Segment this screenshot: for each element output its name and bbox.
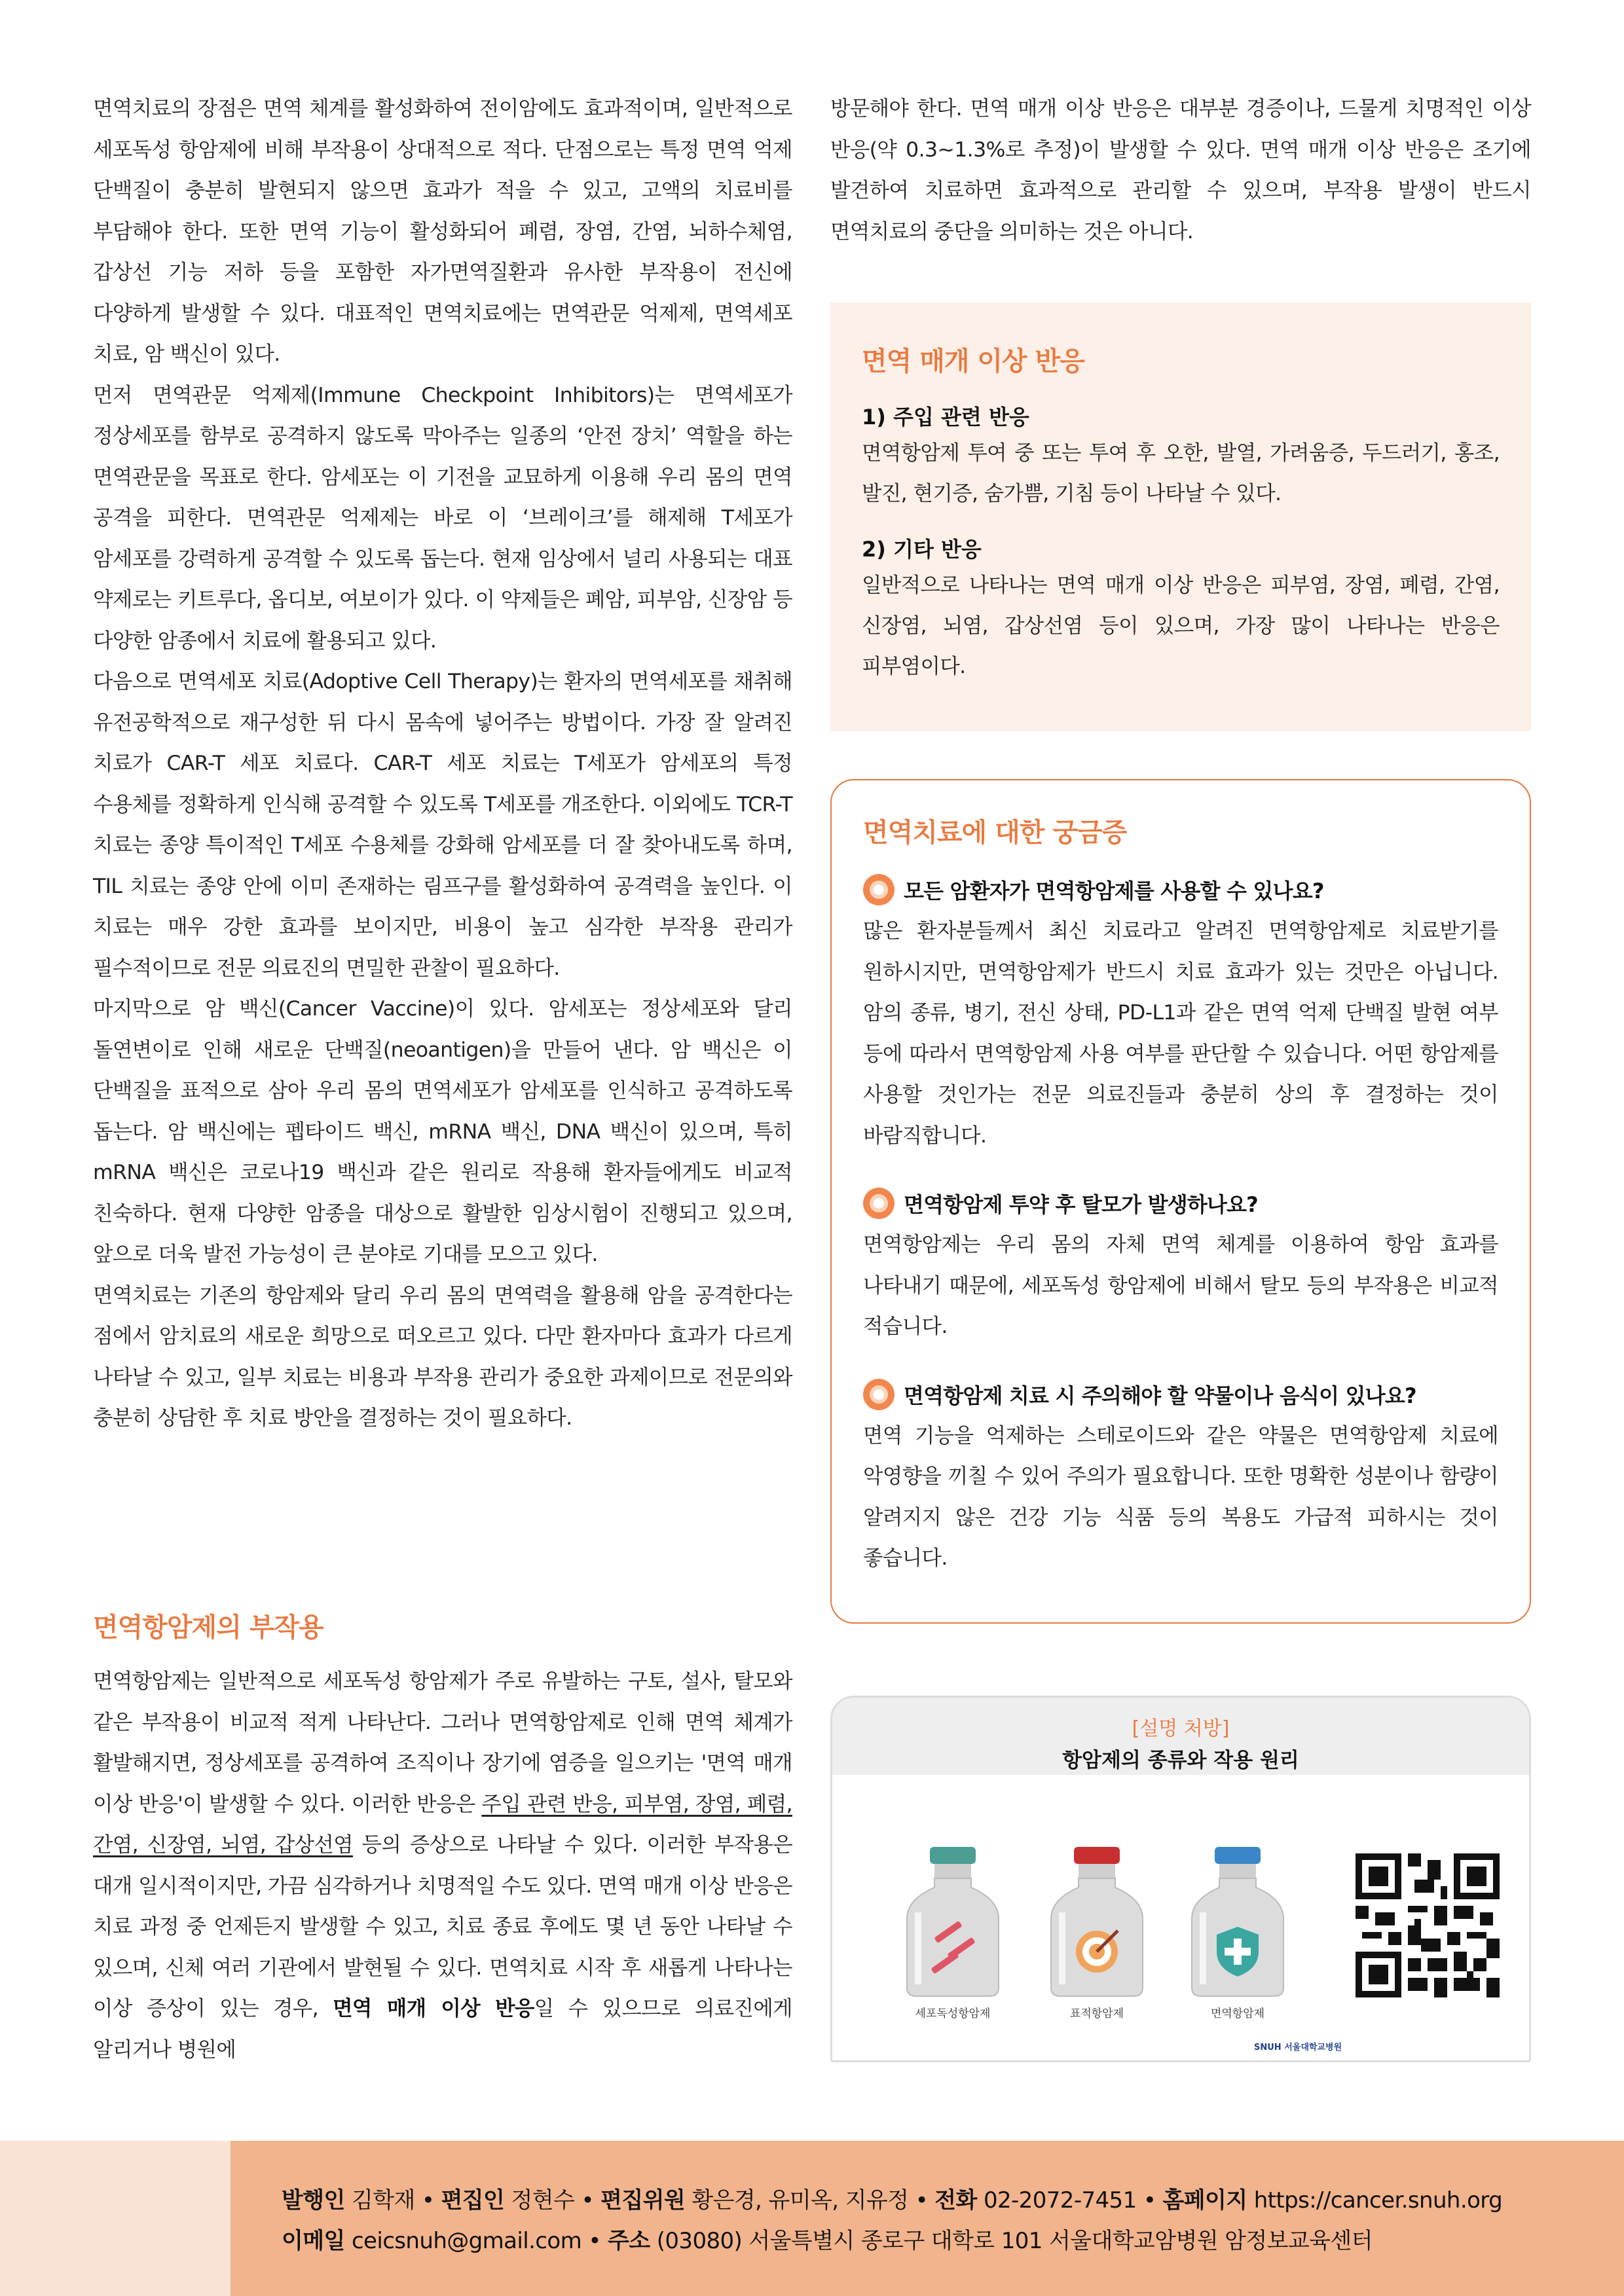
- address-label: 주소: [608, 2228, 650, 2254]
- right-column-continuation: [830, 88, 1531, 252]
- immune-vial-icon: [1185, 1847, 1290, 1997]
- email-label: 이메일: [282, 2228, 345, 2254]
- faq-answer-3: 면역 기능을 억제하는 스테로이드와 같은 약물은 면역항암제 치료에 악영향을 끼칠 수 있어 주의가 필요합니다. 또한 명확한 성분이나 함량이 알려지지 않은 건강 기능 식품 등의 복용도 가급적 피하시는 것이 좋습니다.: [863, 1423, 1498, 1570]
- phone-label: 전화: [934, 2187, 977, 2214]
- target-icon: [1076, 1931, 1118, 1973]
- committee: 황은경, 유미옥, 지유정: [692, 2187, 909, 2214]
- faq-question-text: 모든 암환자가 면역항암제를 사용할 수 있나요?: [904, 879, 1324, 903]
- irae-box-title: 면역 매개 이상 반응: [862, 346, 1084, 376]
- prescription-card[interactable]: [830, 1696, 1531, 2062]
- side-effects-bold-term: 면역 매개 이상 반응: [333, 1997, 534, 2020]
- irae-item1-body: 면역항암제 투여 중 또는 투여 후 오한, 발열, 가려움증, 두드러기, 홍조, 발진, 현기증, 숨가쁨, 기침 등이 나타날 수 있다.: [862, 441, 1500, 505]
- paragraph-conclusion: 면역치료는 기존의 항암제와 달리 우리 몸의 면역력을 활용해 암을 공격한다는 점에서 암치료의 새로운 희망으로 떠오르고 있다. 다만 환자마다 효과가 다르게 나타날 수 있고, 일부 치료는 비용과 부작용 관리가 중요한 과제이므로 전문의와 충분히 상담한 후 치료 방안을 결정하는 것이 필요하다.: [93, 1283, 792, 1430]
- paragraph-advantages: 면역치료의 장점은 면역 체계를 활성화하여 전이암에도 효과적이며, 일반적으로 세포독성 항암제에 비해 부작용이 상대적으로 적다. 단점으로는 특정 면역 억제 단백질이 충분히 발현되지 않으면 효과가 적을 수 있고, 고액의 치료비를 부담해야 한다. 또한 면역 기능이 활성화되어 폐렴, 장염, 간염, 뇌하수체염, 갑상선 기능 저하 등을 포함한 자가면역질환과 유사한 부작용이 전신에 다양하게 발생할 수 있다. 대표적인 면역치료에는 면역관문 억제제, 면역세포 치료, 암 백신이 있다.: [93, 97, 792, 366]
- footer: [0, 2141, 1624, 2296]
- irae-item2-heading: 2) 기타 반응: [862, 537, 982, 562]
- paragraph-checkpoint-inhibitors: 먼저 면역관문 억제제(Immune Checkpoint Inhibitors)는 면역세포가 정상세포를 함부로 공격하지 않도록 막아주는 일종의 ‘안전 장치’ 역할을 하는 면역관문을 목표로 한다. 암세포는 이 기전을 교묘하게 이용해 우리 몸의 면역 공격을 피한다. 면역관문 억제제는 바로 이 ‘브레이크’를 해제해 T세포가 암세포를 강력하게 공격할 수 있도록 돕는다. 현재 임상에서 널리 사용되는 대표 약제로는 키트루다, 옵디보, 여보이가 있다. 이 약제들은 폐암, 피부암, 신장암 등 다양한 암종에서 치료에 활용되고 있다.: [93, 383, 792, 653]
- side-effects-paragraph: [93, 1661, 792, 2070]
- q-icon: [863, 1379, 895, 1410]
- homepage-label: 홈페이지: [1162, 2187, 1247, 2214]
- address: (03080) 서울특별시 종로구 대학로 101 서울대학교암병원 암정보교육센터: [656, 2228, 1373, 2254]
- vial-label-cytotoxic: 세포독성항암제: [915, 2007, 991, 2020]
- card-kicker: [설명 처방]: [1132, 1717, 1230, 1740]
- side-effects-underlined-list: 주입 관련 반응, 피부염, 장염, 폐렴, 간염, 신장염, 뇌염, 갑상선염: [93, 1792, 792, 1857]
- footer-line-2: 이메일 ceicsnuh@gmail.com • 주소 (03080) 서울특별시 종로구 대학로 101 서울대학교암병원 암정보교육센터: [282, 2228, 1373, 2254]
- paragraph-cancer-vaccine: 마지막으로 암 백신(Cancer Vaccine)이 있다. 암세포는 정상세포와 달리 돌연변이로 인해 새로운 단백질(neoantigen)을 만들어 낸다. 암 백신은 이 단백질을 표적으로 삼아 우리 몸의 면역세포가 암세포를 인식하고 공격하도록 돕는다. 암 백신에는 펩타이드 백신, mRNA 백신, DNA 백신이 있으며, 특히 mRNA 백신은 코로나19 백신과 같은 원리로 작용해 환자들에게도 비교적 친숙하다. 현재 다양한 암종을 대상으로 활발한 임상시험이 진행되고 있으며, 앞으로 더욱 발전 가능성이 큰 분야로 기대를 모으고 있다.: [93, 997, 792, 1266]
- snuh-logo: SNUH 서울대학교병원: [1254, 2043, 1342, 2052]
- left-column: [93, 88, 792, 1439]
- editor-label: 편집인: [441, 2187, 505, 2214]
- homepage-link[interactable]: https://cancer.snuh.org: [1253, 2187, 1503, 2214]
- irae-item2-body: 일반적으로 나타나는 면역 매개 이상 반응은 피부염, 장염, 폐렴, 간염, 신장염, 뇌염, 갑상선염 등이 있으며, 가장 많이 나타나는 반응은 피부염이다.: [862, 574, 1500, 678]
- editor: 정현수: [511, 2187, 575, 2214]
- qr-code-icon[interactable]: [1356, 1853, 1500, 1997]
- faq-answer-1: 많은 환자분들께서 최신 치료라고 알려진 면역항암제로 치료받기를 원하시지만, 면역항암제가 반드시 치료 효과가 있는 것만은 아닙니다. 암의 종류, 병기, 전신 상태, PD-L1과 같은 면역 억제 단백질 발현 여부 등에 따라서 면역항암제 사용 여부를 판단할 수 있습니다. 어떤 항암제를 사용할 것인가는 전문 의료진들과 충분히 상의 후 결정하는 것이 바람직합니다.: [863, 919, 1498, 1148]
- irae-item1-heading: 1) 주입 관련 반응: [862, 405, 1029, 429]
- vial-label-immune: 면역항암제: [1210, 2007, 1265, 2020]
- card-header: [832, 1698, 1529, 1775]
- continuation-paragraph: 방문해야 한다. 면역 매개 이상 반응은 대부분 경증이나, 드물게 치명적인 이상 반응(약 0.3~1.3%로 추정)이 발생할 수 있다. 면역 매개 이상 반응은 조기에 발견하여 치료하면 효과적으로 관리할 수 있으며, 부작용 발생이 반드시 면역치료의 중단을 의미하는 것은 아니다.: [830, 97, 1531, 244]
- footer-text: [282, 2180, 1502, 2261]
- targeted-vial-icon: [1044, 1847, 1149, 1997]
- publisher-label: 발행인: [282, 2187, 345, 2214]
- faq-question-text: 면역항암제 투약 후 탈모가 발생하나요?: [904, 1192, 1258, 1217]
- faq-question-3: [863, 1376, 1498, 1413]
- publisher: 김학재: [351, 2187, 415, 2214]
- side-effects-text-3: 일 수 있으므로 의료진에게 알리거나 병원에: [93, 1997, 793, 2062]
- irae-box: [830, 302, 1531, 731]
- faq-question-text: 면역항암제 치료 시 주의해야 할 약물이나 음식이 있나요?: [904, 1383, 1416, 1408]
- vial-label-targeted: 표적항암제: [1069, 2007, 1124, 2020]
- card-body: [835, 1775, 1526, 2062]
- footer-line-1: 발행인 김학재 • 편집인 정현수 • 편집위원 황은경, 유미옥, 지유정 • 전화 02-2072-7451 • 홈페이지 https://cancer.snuh.org: [282, 2187, 1503, 2214]
- side-effects-text-2: 등의 증상으로 나타날 수 있다. 이러한 부작용은 대개 일시적이지만, 가끔 심각하거나 치명적일 수도 있다. 면역 매개 이상 반응은 치료 과정 중 언제든지 발생할 수 있고, 치료 종료 후에도 몇 년 동안 나타날 수 있으며, 신체 여러 기관에서 발현될 수 있다. 면역치료 시작 후 새롭게 나타나는 이상 증상이 있는 경우,: [93, 1833, 792, 2020]
- side-effects-text-1: 면역항암제는 일반적으로 세포독성 항암제가 주로 유발하는 구토, 설사, 탈모와 같은 부작용이 비교적 적게 나타난다. 그러나 면역항암제로 인해 면역 체계가 활발해지면, 정상세포를 공격하여 조직이나 장기에 염증을 일으키는 '면역 매개 이상 반응'이 발생할 수 있다. 이러한 반응은: [93, 1669, 792, 1816]
- q-icon: [863, 874, 895, 905]
- q-icon: [863, 1188, 895, 1219]
- faq-answer-2: 면역항암제는 우리 몸의 자체 면역 체계를 이용하여 항암 효과를 나타내기 때문에, 세포독성 항암제에 비해서 탈모 등의 부작용은 비교적 적습니다.: [863, 1233, 1498, 1338]
- faq-box-title: 면역치료에 대한 궁금증: [863, 818, 1127, 848]
- faq-box: [830, 779, 1531, 1624]
- card-title: 항암제의 종류와 작용 원리: [1062, 1749, 1299, 1772]
- footer-accent-tab: [0, 2141, 231, 2296]
- faq-question-1: [863, 871, 1498, 908]
- paragraph-cell-therapy: 다음으로 면역세포 치료(Adoptive Cell Therapy)는 환자의 면역세포를 채취해 유전공학적으로 재구성한 뒤 다시 몸속에 넣어주는 방법이다. 가장 잘 알려진 치료가 CAR-T 세포 치료다. CAR-T 세포 치료는 T세포가 암세포의 특정 수용체를 정확하게 인식해 공격할 수 있도록 T세포를 개조한다. 이외에도 TCR-T 치료는 종양 특이적인 T세포 수용체를 강화해 암세포를 더 잘 찾아내도록 하며, TIL 치료는 종양 안에 이미 존재하는 림프구를 활성화하여 공격력을 높인다. 이 치료는 매우 강한 효과를 보이지만, 비용이 높고 심각한 부작용 관리가 필수적이므로 전문 의료진의 면밀한 관찰이 필요하다.: [93, 670, 792, 980]
- phone: 02-2072-7451: [983, 2187, 1137, 2214]
- email-link[interactable]: ceicsnuh@gmail.com: [351, 2228, 582, 2254]
- committee-label: 편집위원: [600, 2187, 686, 2214]
- cytotoxic-vial-icon: [900, 1847, 1005, 1997]
- side-effects-heading: 면역항암제의 부작용: [93, 1613, 323, 1643]
- faq-question-2: [863, 1185, 1498, 1222]
